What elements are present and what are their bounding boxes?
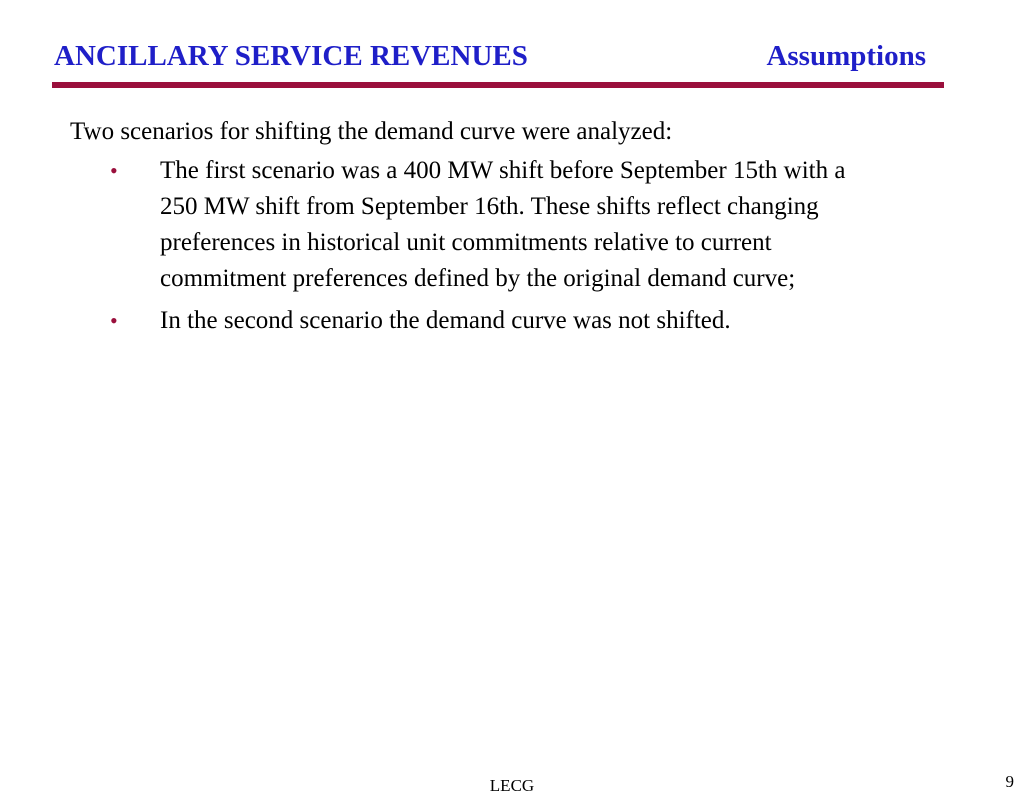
title-subtitle: Assumptions xyxy=(766,40,926,72)
intro-text: Two scenarios for shifting the demand curve were analyzed: xyxy=(70,118,673,145)
slide-body xyxy=(70,115,950,345)
bullet-item-2 xyxy=(70,303,855,339)
bullet-text: In the second scenario the demand curve was not shifted. xyxy=(160,307,731,334)
title-main: ANCILLARY SERVICE REVENUES xyxy=(54,40,528,72)
bullet-text: The first scenario was a 400 MW shift before September 15th with a 250 MW shift from September 16th. These shifts reflect changing preferences in historical unit commitments relative to current commitment preferences defined by the original demand curve; xyxy=(160,157,846,292)
bullet-icon: • xyxy=(110,158,118,183)
title-divider xyxy=(52,82,944,88)
slide-title xyxy=(54,34,926,78)
footer-company: LECG xyxy=(489,776,535,795)
bullet-item-1 xyxy=(70,153,855,297)
page-number: 9 xyxy=(1005,772,1014,791)
bullet-list xyxy=(70,153,950,339)
bullet-icon: • xyxy=(110,308,118,333)
